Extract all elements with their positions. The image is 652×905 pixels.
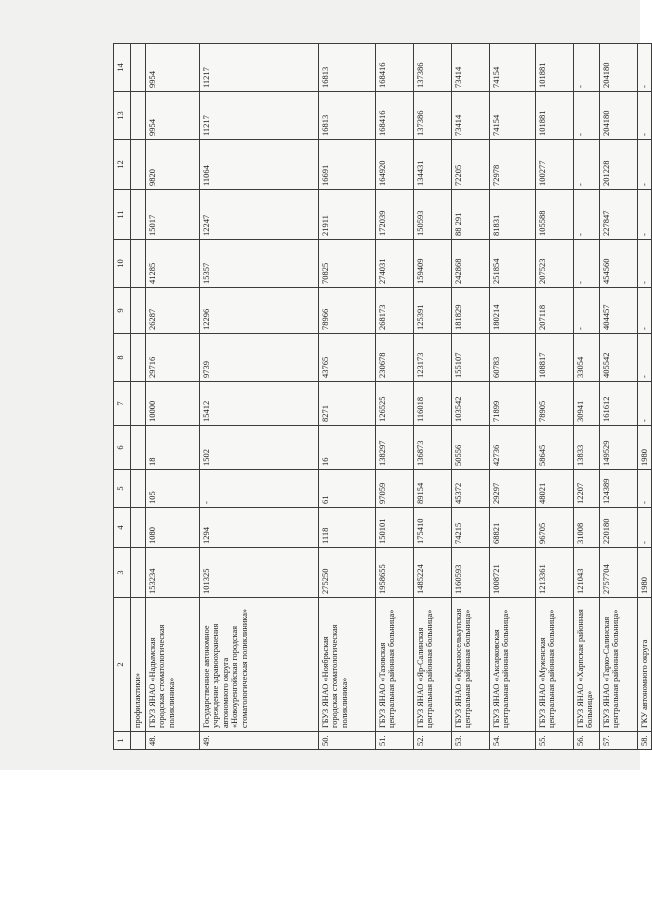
value-cell: - (573, 92, 599, 140)
table-row (489, 44, 535, 750)
value-cell: 1294 (199, 508, 318, 548)
value-cell: 164920 (375, 140, 413, 190)
value-cell: - (573, 288, 599, 334)
value-cell (131, 92, 146, 140)
value-cell: 2757704 (599, 548, 637, 598)
header-cell: 10 (114, 240, 131, 288)
table-row (637, 44, 652, 750)
value-cell: 26287 (145, 288, 199, 334)
value-cell: 153234 (145, 548, 199, 598)
value-cell: 48021 (535, 470, 573, 508)
value-cell: 103542 (451, 382, 489, 426)
value-cell: 43765 (318, 334, 375, 382)
value-cell (131, 470, 146, 508)
value-cell: 1502 (199, 426, 318, 470)
value-cell: 230678 (375, 334, 413, 382)
value-cell (131, 508, 146, 548)
value-cell: - (573, 190, 599, 240)
row-number-cell: 50. (318, 732, 375, 750)
value-cell: 155107 (451, 334, 489, 382)
value-cell: 181829 (451, 288, 489, 334)
value-cell: 9954 (145, 92, 199, 140)
rotated-table-container (113, 44, 649, 750)
value-cell: 97059 (375, 470, 413, 508)
table-header-row (114, 44, 131, 750)
header-cell: 5 (114, 470, 131, 508)
value-cell: 404457 (599, 288, 637, 334)
institution-name-cell: ГКУ автономного округа (637, 598, 652, 732)
value-cell: - (637, 190, 652, 240)
value-cell (131, 334, 146, 382)
value-cell: 180214 (489, 288, 535, 334)
value-cell: 15017 (145, 190, 199, 240)
value-cell: 16 (318, 426, 375, 470)
value-cell: 268173 (375, 288, 413, 334)
value-cell: 172039 (375, 190, 413, 240)
value-cell: 15357 (199, 240, 318, 288)
header-cell: 6 (114, 426, 131, 470)
value-cell: 159409 (413, 240, 451, 288)
table-row (145, 44, 199, 750)
value-cell: 31008 (573, 508, 599, 548)
value-cell: - (637, 470, 652, 508)
value-cell: 101881 (535, 92, 573, 140)
value-cell: 29716 (145, 334, 199, 382)
value-cell: 1213361 (535, 548, 573, 598)
value-cell: 405542 (599, 334, 637, 382)
value-cell: 16813 (318, 92, 375, 140)
header-cell: 4 (114, 508, 131, 548)
value-cell: 1958655 (375, 548, 413, 598)
header-cell: 8 (114, 334, 131, 382)
institution-name-cell: ГБУЗ ЯНАО «Аксарковская центральная районная больница» (489, 598, 535, 732)
table-row (131, 44, 146, 750)
value-cell: 204180 (599, 44, 637, 92)
value-cell: 12296 (199, 288, 318, 334)
row-number-cell: 52. (413, 732, 451, 750)
value-cell: 41285 (145, 240, 199, 288)
value-cell (131, 140, 146, 190)
table-row (451, 44, 489, 750)
institution-name-cell: ГБУЗ ЯНАО «Харпская районная больница» (573, 598, 599, 732)
value-cell (131, 190, 146, 240)
value-cell: - (637, 334, 652, 382)
value-cell: - (637, 92, 652, 140)
value-cell: 96705 (535, 508, 573, 548)
value-cell: 33054 (573, 334, 599, 382)
value-cell: 125391 (413, 288, 451, 334)
value-cell: 149529 (599, 426, 637, 470)
institution-name-cell: ГБУЗ ЯНАО «Тазовская центральная районная больница» (375, 598, 413, 732)
row-number-cell: 53. (451, 732, 489, 750)
value-cell: - (637, 508, 652, 548)
value-cell: 108817 (535, 334, 573, 382)
value-cell: - (573, 140, 599, 190)
value-cell (131, 548, 146, 598)
row-number-cell (131, 732, 146, 750)
row-number-cell: 51. (375, 732, 413, 750)
value-cell: 15412 (199, 382, 318, 426)
value-cell: 101325 (199, 548, 318, 598)
value-cell: 1118 (318, 508, 375, 548)
table-row (599, 44, 637, 750)
value-cell: 101881 (535, 44, 573, 92)
header-cell: 2 (114, 598, 131, 732)
header-cell: 13 (114, 92, 131, 140)
value-cell: 16813 (318, 44, 375, 92)
value-cell: 70825 (318, 240, 375, 288)
table-row (199, 44, 318, 750)
institution-name-cell: Государственное автономное учреждение здравоохранения автономного округа «Новоуренгойская городская стоматологическая поликлиника» (199, 598, 318, 732)
value-cell: 227847 (599, 190, 637, 240)
value-cell: 168416 (375, 92, 413, 140)
budget-table (113, 43, 652, 750)
value-cell (131, 240, 146, 288)
row-number-cell: 48. (145, 732, 199, 750)
value-cell: - (637, 140, 652, 190)
value-cell: 168416 (375, 44, 413, 92)
value-cell: 105 (145, 470, 199, 508)
row-number-cell: 56. (573, 732, 599, 750)
value-cell: 29297 (489, 470, 535, 508)
value-cell: 74215 (451, 508, 489, 548)
value-cell: 78905 (535, 382, 573, 426)
table-row (318, 44, 375, 750)
value-cell: 72978 (489, 140, 535, 190)
value-cell: 1485224 (413, 548, 451, 598)
value-cell: 45372 (451, 470, 489, 508)
table-row (573, 44, 599, 750)
value-cell: 81831 (489, 190, 535, 240)
value-cell: 123173 (413, 334, 451, 382)
institution-name-cell: ГБУЗ ЯНАО «Ноябрьская городская стоматологическая поликлиника» (318, 598, 375, 732)
value-cell: 1980 (637, 426, 652, 470)
value-cell: - (637, 44, 652, 92)
value-cell: 204180 (599, 92, 637, 140)
value-cell: - (637, 288, 652, 334)
value-cell: 242868 (451, 240, 489, 288)
value-cell: 11064 (199, 140, 318, 190)
value-cell: 16691 (318, 140, 375, 190)
row-number-cell: 49. (199, 732, 318, 750)
value-cell: 10000 (145, 382, 199, 426)
value-cell: 126525 (375, 382, 413, 426)
value-cell: 12247 (199, 190, 318, 240)
value-cell: 150593 (413, 190, 451, 240)
value-cell: 11217 (199, 44, 318, 92)
institution-name-cell: ГБУЗ ЯНАО «Муженская центральная районная больница» (535, 598, 573, 732)
value-cell: 161612 (599, 382, 637, 426)
value-cell (131, 382, 146, 426)
value-cell: 105588 (535, 190, 573, 240)
value-cell: - (637, 382, 652, 426)
value-cell (131, 44, 146, 92)
value-cell: 136873 (413, 426, 451, 470)
value-cell: 137386 (413, 92, 451, 140)
value-cell: 207523 (535, 240, 573, 288)
value-cell: 50556 (451, 426, 489, 470)
value-cell: 137386 (413, 44, 451, 92)
value-cell: 150101 (375, 508, 413, 548)
value-cell (131, 288, 146, 334)
value-cell: 275250 (318, 548, 375, 598)
header-cell: 14 (114, 44, 131, 92)
institution-name-cell: ГБУЗ ЯНАО «Надымская городская стоматологическая поликлиника» (145, 598, 199, 732)
value-cell: 207118 (535, 288, 573, 334)
value-cell: 88 291 (451, 190, 489, 240)
value-cell: - (573, 44, 599, 92)
value-cell: 42736 (489, 426, 535, 470)
value-cell: 89154 (413, 470, 451, 508)
value-cell: 121043 (573, 548, 599, 598)
value-cell: 9954 (145, 44, 199, 92)
value-cell: - (637, 240, 652, 288)
value-cell: 220180 (599, 508, 637, 548)
value-cell (131, 426, 146, 470)
value-cell: 8271 (318, 382, 375, 426)
value-cell: 9739 (199, 334, 318, 382)
value-cell: 201228 (599, 140, 637, 190)
header-cell: 9 (114, 288, 131, 334)
value-cell: 274031 (375, 240, 413, 288)
value-cell: 71899 (489, 382, 535, 426)
value-cell: 21911 (318, 190, 375, 240)
value-cell: 124389 (599, 470, 637, 508)
value-cell: 100277 (535, 140, 573, 190)
value-cell: 11217 (199, 92, 318, 140)
value-cell: 138297 (375, 426, 413, 470)
value-cell: 18 (145, 426, 199, 470)
header-cell: 12 (114, 140, 131, 190)
value-cell: 73414 (451, 92, 489, 140)
table-row (375, 44, 413, 750)
value-cell: - (199, 470, 318, 508)
value-cell: - (573, 240, 599, 288)
institution-name-cell: профилактики» (131, 598, 146, 732)
row-number-cell: 58. (637, 732, 652, 750)
value-cell: 58645 (535, 426, 573, 470)
value-cell: 61 (318, 470, 375, 508)
row-number-cell: 54. (489, 732, 535, 750)
header-cell: 7 (114, 382, 131, 426)
value-cell: 1008721 (489, 548, 535, 598)
value-cell: 13833 (573, 426, 599, 470)
value-cell: 78966 (318, 288, 375, 334)
table-area (113, 44, 649, 750)
value-cell: 60783 (489, 334, 535, 382)
value-cell: 116018 (413, 382, 451, 426)
header-cell: 3 (114, 548, 131, 598)
value-cell: 1980 (637, 548, 652, 598)
value-cell: 454560 (599, 240, 637, 288)
value-cell: 1080 (145, 508, 199, 548)
row-number-cell: 55. (535, 732, 573, 750)
value-cell: 74154 (489, 44, 535, 92)
institution-name-cell: ГБУЗ ЯНАО «Яр-Салинская центральная районная больница» (413, 598, 451, 732)
value-cell: 1160593 (451, 548, 489, 598)
value-cell: 30941 (573, 382, 599, 426)
header-cell: 11 (114, 190, 131, 240)
value-cell: 175410 (413, 508, 451, 548)
row-number-cell: 57. (599, 732, 637, 750)
value-cell: 9820 (145, 140, 199, 190)
table-row (535, 44, 573, 750)
value-cell: 72205 (451, 140, 489, 190)
value-cell: 73414 (451, 44, 489, 92)
institution-name-cell: ГБУЗ ЯНАО «Красноселькупская центральная районная больница» (451, 598, 489, 732)
value-cell: 74154 (489, 92, 535, 140)
table-row (413, 44, 451, 750)
value-cell: 134431 (413, 140, 451, 190)
header-cell: 1 (114, 732, 131, 750)
value-cell: 251854 (489, 240, 535, 288)
value-cell: 12207 (573, 470, 599, 508)
institution-name-cell: ГБУЗ ЯНАО «Тарко-Салинская центральная районная больница» (599, 598, 637, 732)
value-cell: 68821 (489, 508, 535, 548)
